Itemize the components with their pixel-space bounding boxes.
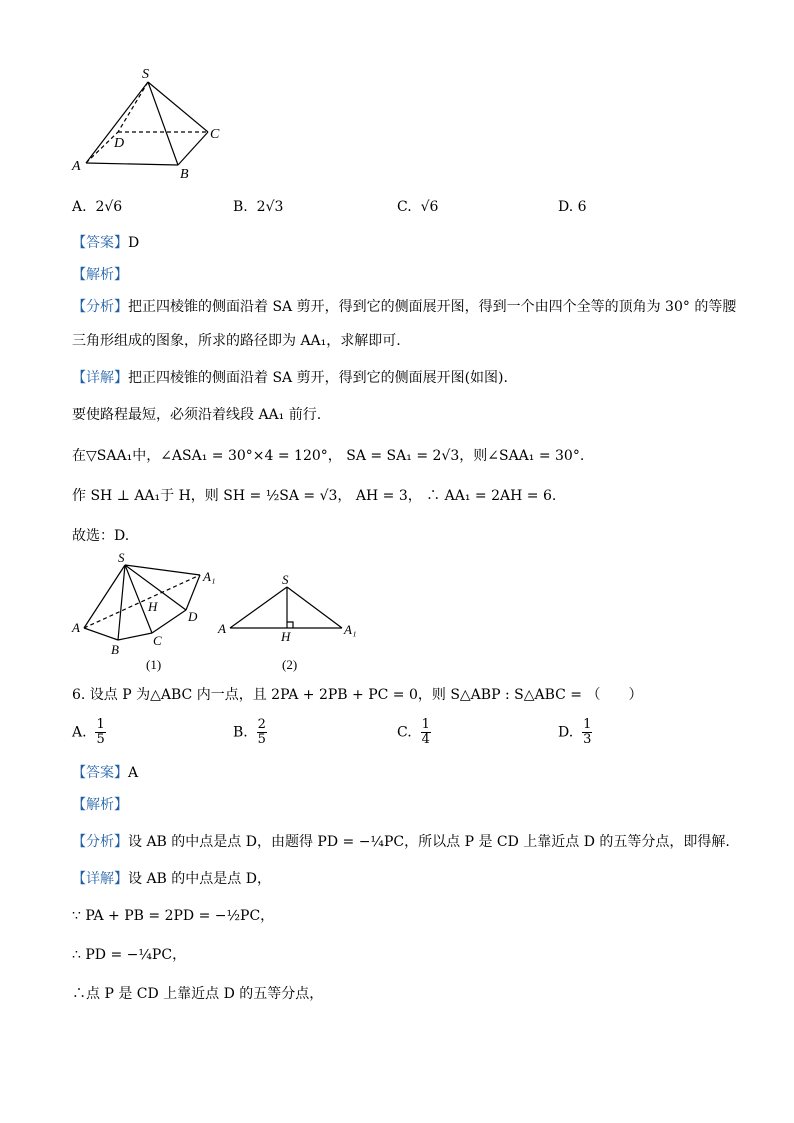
option-d: D. 6 [558, 199, 587, 215]
detail-line1: 【详解】把正四棱锥的侧面沿着 SA 剪开，得到它的侧面展开图(如图). [72, 370, 508, 386]
q6-detail-line3: ∴ PD = −¼PC， [72, 947, 187, 963]
fig2-label-h: H [281, 629, 291, 644]
explain-tag: 【解析】 [72, 267, 128, 283]
unfolded-figure-1 [60, 545, 230, 675]
q6-detail-line4: ∴点 P 是 CD 上靠近点 D 的五等分点， [72, 986, 324, 1002]
fig2-label-a1: A₁ [344, 622, 357, 637]
fig2-label-a: A [218, 621, 226, 636]
fig1-label-a1: A₁ [203, 569, 216, 584]
fig2-caption: (2) [282, 657, 298, 672]
vertex-label-s: S [142, 67, 149, 82]
choose-line: 故选：D. [72, 528, 130, 544]
q6-analysis-line: 【分析】设 AB 的中点是点 D，由题得 PD = −¼PC，所以点 P 是 CD 上靠近点 D 的五等分点，即得解. [72, 834, 730, 850]
pyramid-figure [60, 60, 240, 185]
fig1-label-s: S [118, 550, 125, 565]
vertex-label-b: B [180, 167, 189, 182]
detail-line2: 要使路程最短，必须沿着线段 AA₁ 前行. [72, 407, 322, 423]
fig1-caption: (1) [146, 657, 162, 672]
fig1-label-d: D [188, 609, 198, 624]
option-a: A. 2√6 [72, 199, 123, 215]
fig1-label-h: H [148, 599, 158, 614]
answer-line: 【答案】D [72, 235, 140, 251]
q6-option-d: D. $\frac{1}{3}$ [558, 717, 592, 747]
detail-line3: 在▽SAA₁中，∠ASA₁ = 30°×4 = 120°， SA = SA₁ = 2√3，则∠SAA₁ = 30°. [72, 448, 585, 464]
q6-option-c: C. $\frac{1}{4}$ [397, 717, 430, 747]
q6-option-b: B. $\frac{2}{5}$ [233, 717, 266, 747]
vertex-label-a: A [72, 159, 81, 174]
detail-line4: 作 SH ⊥ AA₁于 H，则 SH = ½SA = √3， AH = 3， ∴ AA₁ = 2AH = 6. [72, 488, 557, 504]
q6-explain-tag: 【解析】 [72, 797, 128, 813]
fig1-label-b: B [111, 642, 119, 657]
q6-detail-line1: 【详解】设 AB 的中点是点 D， [72, 871, 271, 887]
fig1-label-c: C [153, 633, 162, 648]
vertex-label-c: C [210, 127, 220, 142]
analysis-line1: 【分析】把正四棱锥的侧面沿着 SA 剪开，得到它的侧面展开图，得到一个由四个全等的顶角为 30° 的等腰 [72, 299, 737, 315]
unfolded-figure-2 [210, 570, 370, 675]
option-c: C. √6 [397, 199, 439, 215]
q6-stem: 6. 设点 P 为△ABC 内一点，且 2PA + 2PB + PC = 0，则 S△ABP : S△ABC = （ ） [72, 687, 643, 703]
fig2-label-s: S [282, 572, 289, 587]
fig1-label-a: A [72, 620, 80, 635]
vertex-label-d: D [114, 136, 125, 151]
q6-answer-line: 【答案】A [72, 765, 139, 781]
q6-option-a: A. $\frac{1}{5}$ [72, 717, 105, 747]
q6-detail-line2: ∵ PA + PB = 2PD = −½PC， [72, 908, 275, 924]
analysis-line2: 三角形组成的图象，所求的路径即为 AA₁，求解即可. [72, 333, 401, 349]
option-b: B. 2√3 [233, 199, 284, 215]
